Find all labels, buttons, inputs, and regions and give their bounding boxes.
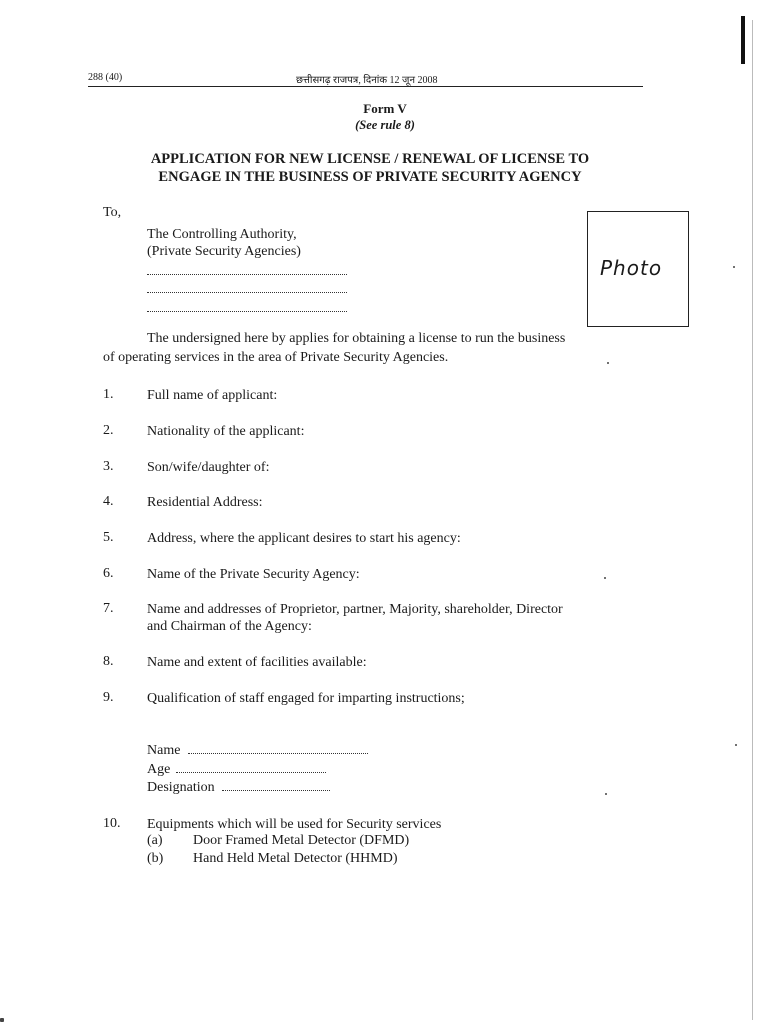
- main-heading: [90, 150, 650, 186]
- item-agency-name: Name of the Private Security Agency:: [147, 567, 360, 582]
- item-nationality: Nationality of the applicant:: [147, 424, 305, 439]
- item-proprietors: [147, 601, 667, 635]
- header-rule: [88, 86, 643, 87]
- addressee-to: To,: [103, 205, 122, 220]
- staff-designation-label: Designation: [147, 780, 215, 795]
- address-blank-3[interactable]: [147, 311, 347, 312]
- addressee-line1: The Controlling Authority,: [147, 227, 297, 242]
- main-heading-line1: APPLICATION FOR NEW LICENSE / RENEWAL OF LICENSE TO: [150, 151, 590, 167]
- staff-age-blank[interactable]: [176, 762, 326, 773]
- item-facilities: Name and extent of facilities available:: [147, 655, 367, 670]
- item-relation: Son/wife/daughter of:: [147, 460, 270, 475]
- item-proprietors-line1: Name and addresses of Proprietor, partner, Majority, shareholder, Director: [147, 602, 563, 617]
- staff-name-field[interactable]: [147, 743, 368, 759]
- scan-speck: [733, 266, 735, 268]
- staff-name-blank[interactable]: [188, 743, 368, 754]
- item-number: 2.: [103, 423, 114, 438]
- item-number: 4.: [103, 494, 114, 509]
- item-number: 6.: [103, 566, 114, 581]
- scan-speck: [0, 1018, 4, 1022]
- addressee-line2: (Private Security Agencies): [147, 244, 301, 259]
- item-agency-address: Address, where the applicant desires to start his agency:: [147, 531, 461, 546]
- staff-designation-field[interactable]: [147, 780, 330, 796]
- item-number: 9.: [103, 690, 114, 705]
- item-proprietors-line2: and Chairman of the Agency:: [147, 619, 312, 634]
- page-number: 288 (40): [88, 72, 123, 83]
- item-full-name: Full name of applicant:: [147, 388, 278, 403]
- item-number: 3.: [103, 459, 114, 474]
- address-blank-2[interactable]: [147, 292, 347, 293]
- item-number: 5.: [103, 530, 114, 545]
- scan-edge-mark: [741, 16, 745, 64]
- scan-speck: [735, 744, 737, 746]
- gazette-header: छत्तीसगढ़ राजपत्र, दिनांक 12 जून 2008: [296, 75, 438, 86]
- item-residential-address: Residential Address:: [147, 495, 263, 510]
- item-equipment: Equipments which will be used for Security services: [147, 817, 442, 832]
- main-heading-line2: ENGAGE IN THE BUSINESS OF PRIVATE SECURITY AGENCY: [158, 169, 582, 185]
- staff-age-label: Age: [147, 762, 171, 777]
- item-number: 10.: [103, 816, 121, 831]
- scan-edge-line: [752, 20, 753, 1020]
- scan-speck: [605, 793, 607, 795]
- equipment-dfmd: Door Framed Metal Detector (DFMD): [193, 833, 410, 848]
- scan-speck: [604, 577, 606, 579]
- item-staff-qualification: Qualification of staff engaged for imparting instructions;: [147, 691, 465, 706]
- scan-speck: [607, 362, 609, 364]
- intro-line1: The undersigned here by applies for obtaining a license to run the business: [147, 331, 566, 346]
- item-number: 7.: [103, 601, 114, 616]
- equipment-mark: (a): [147, 833, 163, 848]
- item-number: 1.: [103, 387, 114, 402]
- staff-designation-blank[interactable]: [222, 780, 330, 791]
- staff-age-field[interactable]: [147, 762, 326, 778]
- form-title: Form V: [363, 101, 407, 116]
- equipment-hhmd: Hand Held Metal Detector (HHMD): [193, 851, 398, 866]
- form-subtitle: (See rule 8): [355, 118, 415, 132]
- address-blank-1[interactable]: [147, 274, 347, 275]
- item-number: 8.: [103, 654, 114, 669]
- photo-label: Photo: [600, 256, 663, 280]
- intro-line2: of operating services in the area of Private Security Agencies.: [103, 350, 449, 365]
- equipment-mark: (b): [147, 851, 164, 866]
- staff-name-label: Name: [147, 743, 181, 758]
